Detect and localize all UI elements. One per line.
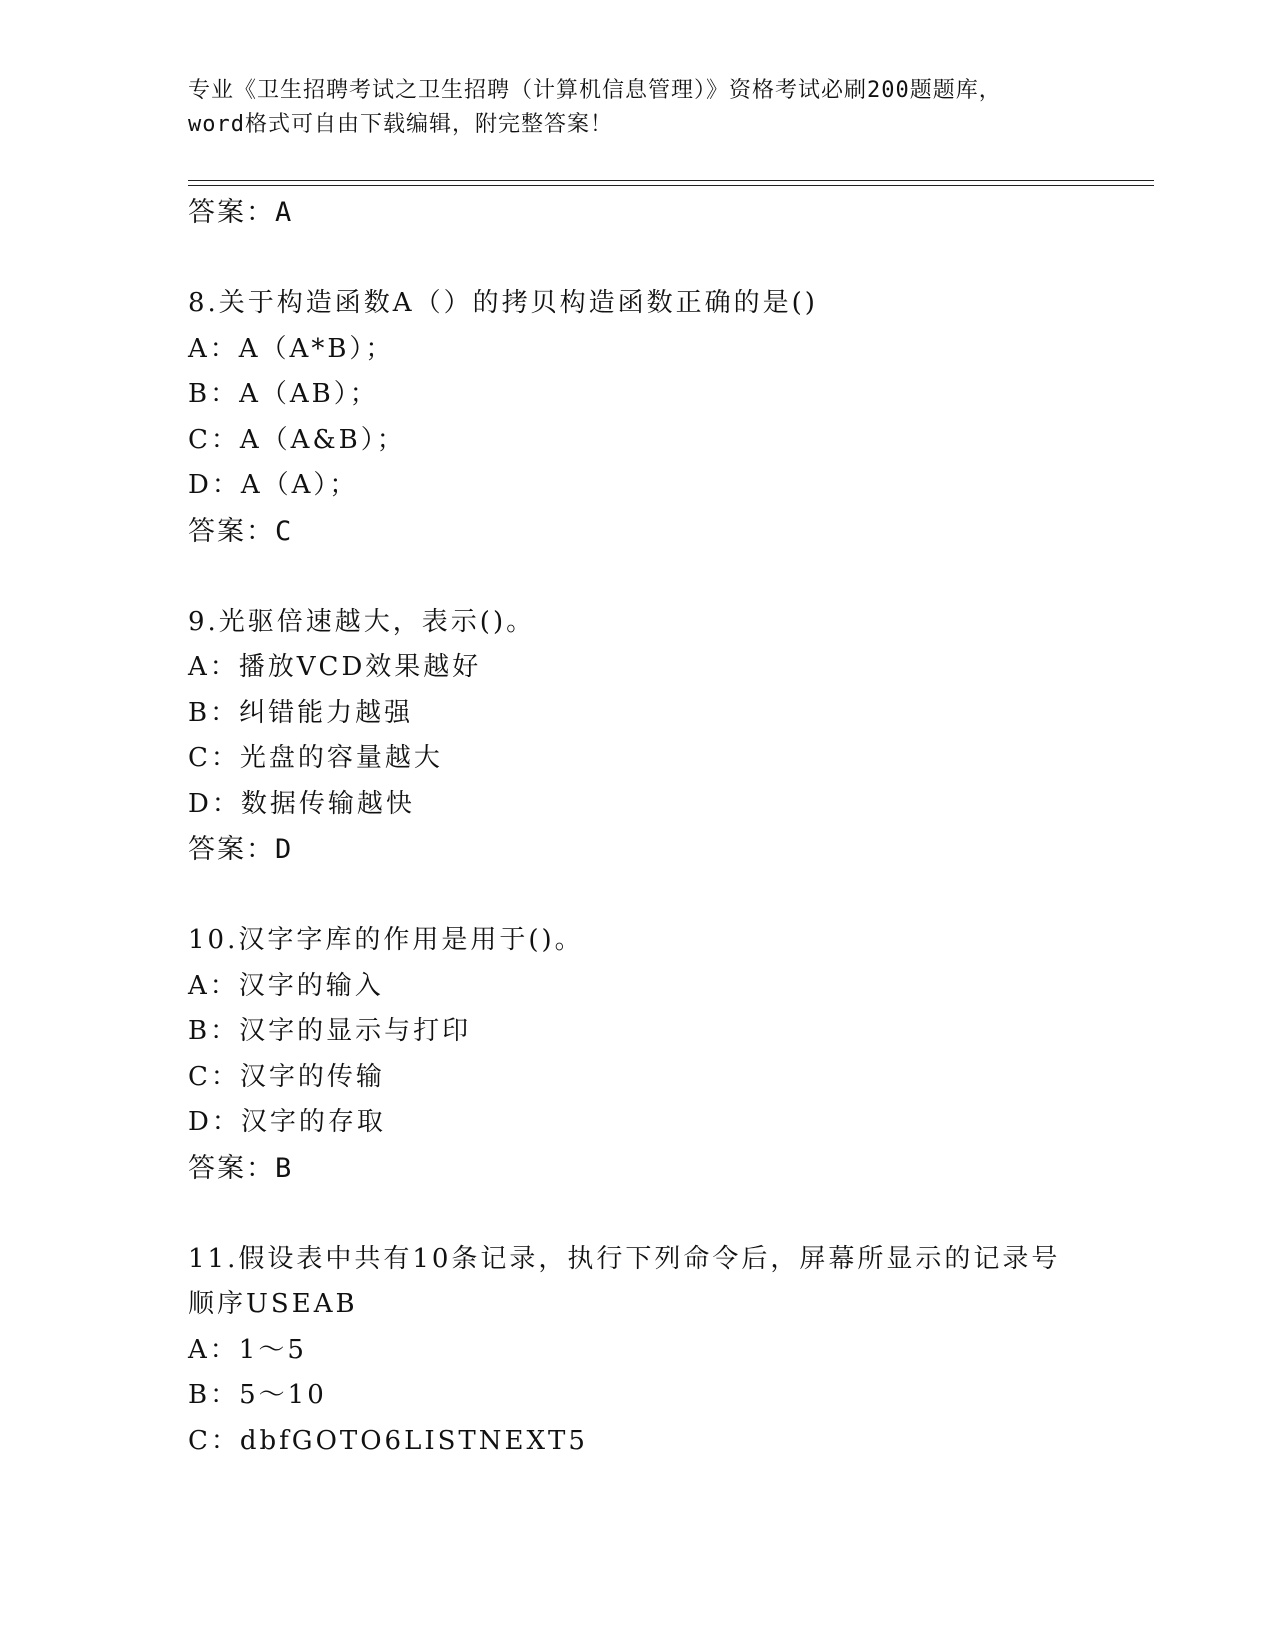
previous-question-answer: 答案：A (188, 197, 294, 228)
spacer (188, 873, 1168, 919)
question-list (188, 190, 1168, 1464)
option-c: C：光盘的容量越大 (188, 743, 443, 773)
question-block-11 (188, 1237, 1168, 1465)
question-text: 8.关于构造函数A（）的拷贝构造函数正确的是() (188, 288, 818, 318)
answer: 答案：B (188, 1152, 294, 1184)
spacer (188, 1191, 1168, 1237)
question-block-10 (188, 918, 1168, 1237)
option-c: C：A（A&B）； (188, 424, 406, 455)
option-b: B：纠错能力越强 (188, 697, 414, 728)
header-divider-bottom (188, 185, 1154, 186)
spacer (188, 554, 1168, 600)
answer: 答案：D (188, 834, 294, 865)
question-block-8 (188, 281, 1168, 600)
question-text-line-1: 11.假设表中共有10条记录，执行下列命令后，屏幕所显示的记录号 (188, 1243, 1061, 1274)
header-divider-top (188, 180, 1154, 181)
question-text: 9.光驱倍速越大，表示()。 (188, 606, 536, 637)
option-b: B：汉字的显示与打印 (188, 1016, 472, 1046)
option-d: D：A（A）； (188, 470, 359, 500)
header-title-line-1: 专业《卫生招聘考试之卫生招聘（计算机信息管理）》资格考试必刷200题题库， (188, 78, 1002, 103)
question-block-9 (188, 600, 1168, 919)
option-a: A：播放VCD效果越好 (188, 652, 482, 682)
option-a: A：A（A*B）； (188, 333, 395, 364)
option-c: C：dbfGOTO6LISTNEXT5 (188, 1425, 588, 1456)
option-c: C：汉字的传输 (188, 1061, 385, 1092)
option-a: A：汉字的输入 (188, 970, 384, 1001)
question-text-line-2: 顺序USEAB (188, 1289, 358, 1319)
option-b: B：A（AB）； (188, 379, 379, 409)
document-header (188, 74, 1148, 142)
answer: 答案：C (188, 515, 294, 547)
header-title-line-2: word格式可自由下载编辑，附完整答案！ (188, 112, 613, 137)
option-d: D：汉字的存取 (188, 1107, 386, 1137)
option-b: B：5～10 (188, 1380, 327, 1410)
question-text: 10.汉字字库的作用是用于()。 (188, 925, 584, 955)
option-a: A：1～5 (188, 1334, 307, 1365)
option-d: D：数据传输越快 (188, 788, 415, 819)
